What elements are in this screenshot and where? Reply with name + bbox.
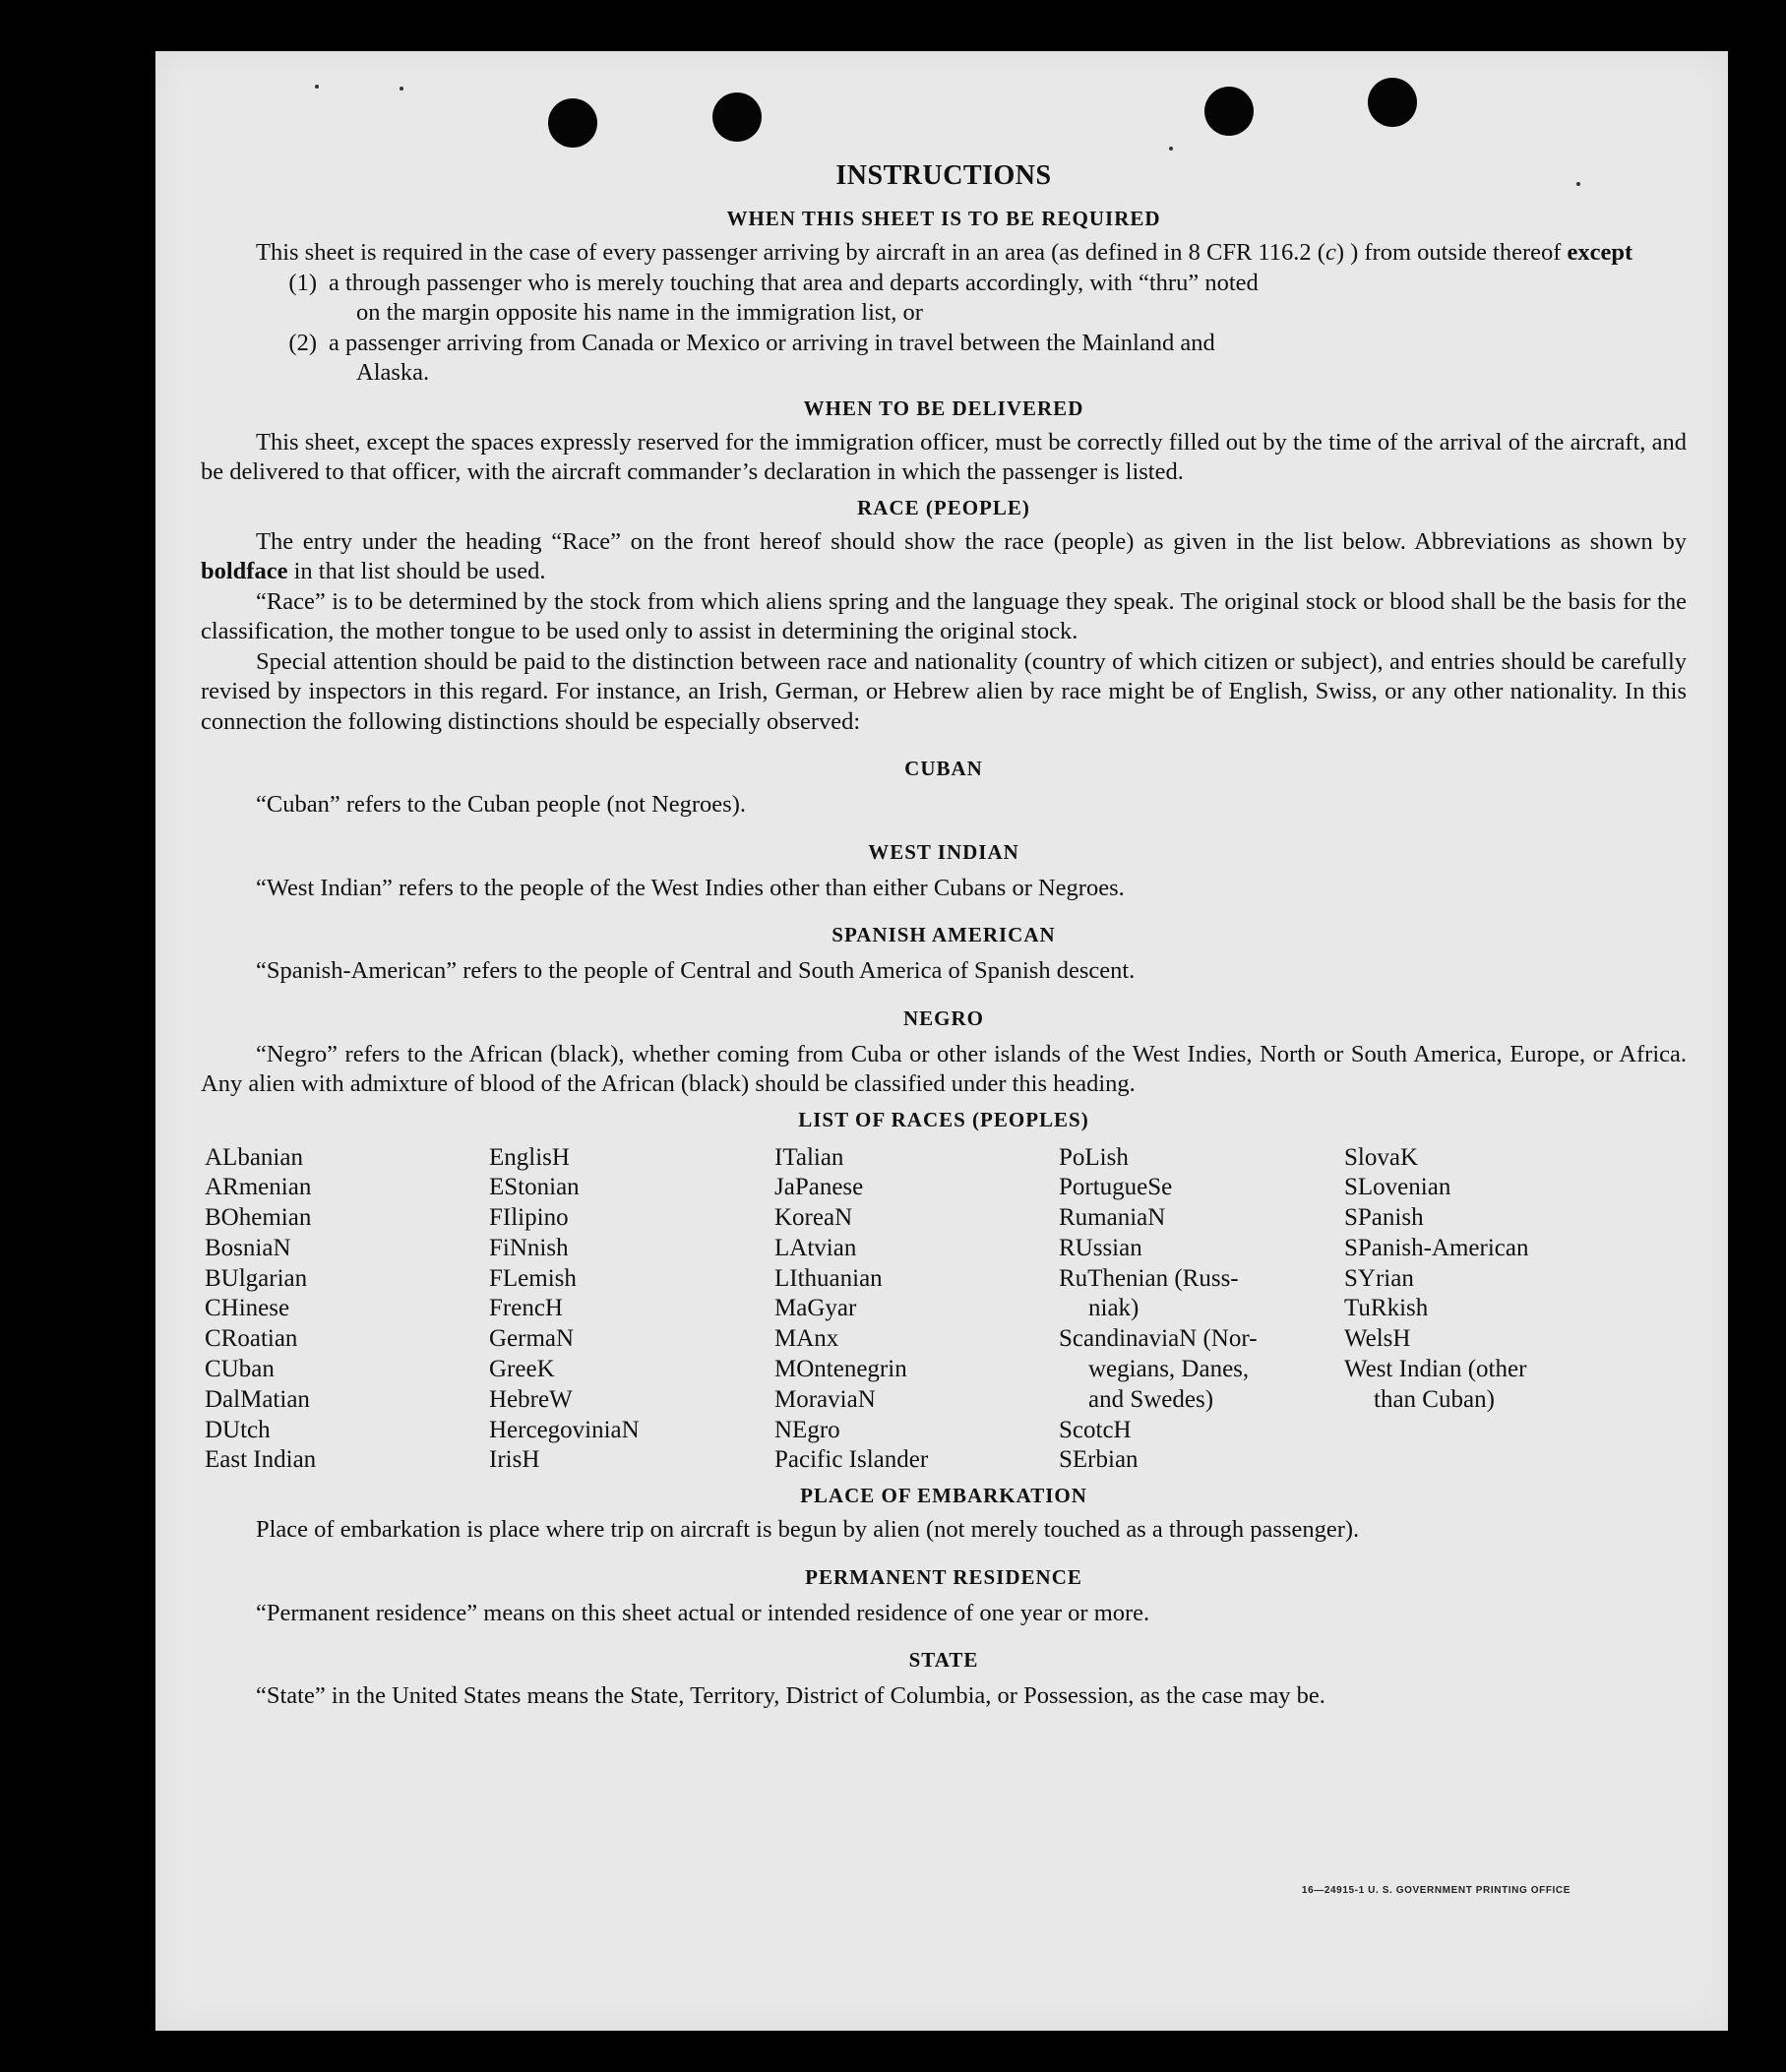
race-entry: BOhemian [205,1204,312,1232]
race-entry: FLemish [489,1264,577,1292]
race-entry: PoLish [1059,1143,1129,1171]
race-list-column-1 [205,1143,489,1477]
race-entry: SErbian [1059,1446,1139,1474]
section-heading-required: WHEN THIS SHEET IS TO BE REQUIRED [726,207,1161,230]
race-entry: CUban [205,1356,275,1383]
race-entry: BosniaN [205,1234,291,1261]
race-entry-continued: and Swedes) [1088,1385,1214,1413]
race-entry: MOntenegrin [774,1356,907,1383]
race-list-column-3 [774,1143,1059,1477]
race-entry-continued: niak) [1088,1295,1139,1322]
race-entry: Pacific Islander [774,1446,929,1474]
required-intro: This sheet is required in the case of every passenger arriving by aircraft in an area (as defined in 8 CFR 116.2 (c) ) from outside thereof except [256,239,1633,266]
race-list [205,1143,1687,1477]
race-entry: DalMatian [205,1385,310,1413]
exception-item-2: (2) a passenger arriving from Canada or Mexico or arriving in travel between the Mainland and Alaska. [288,329,1215,386]
race-entry: WelsH [1344,1325,1411,1353]
race-entry: HebreW [489,1385,573,1413]
dust-speck [315,85,319,89]
race-entry: EnglisH [489,1143,570,1171]
delivered-text: This sheet, except the spaces expressly reserved for the immigration officer, must be correctly filled out by the time of the arrival of the aircraft, and be delivered to that officer, with the aircraft commander’s declaration in which the passenger is listed. [201,428,1687,485]
race-entry: ALbanian [205,1143,303,1171]
race-entry: EStonian [489,1174,580,1201]
race-entry: West Indian (other [1344,1356,1527,1383]
race-entry: KoreaN [774,1204,853,1232]
race-paragraph-1: The entry under the heading “Race” on the front hereof should show the race (people) as given in the list below. Abbreviations as shown by boldface in that list should be used. [201,527,1687,584]
race-entry: RumaniaN [1059,1204,1166,1232]
punch-hole [712,92,762,142]
race-entry: JaPanese [774,1174,864,1201]
race-entry: MaGyar [774,1295,857,1322]
west-indian-text: “West Indian” refers to the people of the West Indies other than either Cubans or Negroes. [256,874,1125,901]
race-entry: CRoatian [205,1325,298,1353]
section-heading-spanish-american: SPANISH AMERICAN [831,923,1056,946]
race-entry: GermaN [489,1325,575,1353]
cuban-text: “Cuban” refers to the Cuban people (not Negroes). [256,791,746,818]
section-heading-embarkation: PLACE OF EMBARKATION [800,1484,1087,1508]
section-heading-state: STATE [908,1648,979,1673]
punch-hole [548,98,597,148]
race-entry: CHinese [205,1295,290,1322]
race-entry: FiNnish [489,1234,569,1261]
punch-hole [1368,78,1417,127]
race-entry: TuRkish [1344,1295,1429,1322]
race-entry: RuThenian (Russ- [1059,1264,1239,1292]
race-entry: FIlipino [489,1204,569,1232]
race-entry: MoraviaN [774,1385,876,1413]
negro-text: “Negro” refers to the African (black), whether coming from Cuba or other islands of the West Indies, North or South America, Europe, or Africa. Any alien with admixture of blood of the African (black) should be classified under this heading. [201,1040,1687,1097]
printing-office-imprint: 16—24915-1 U. S. GOVERNMENT PRINTING OFFICE [1301,1885,1570,1896]
race-entry: ARmenian [205,1174,312,1201]
instructions-body [201,159,1687,1712]
race-entry: ScotcH [1059,1416,1132,1443]
section-heading-race: RACE (PEOPLE) [857,495,1030,519]
residence-text: “Permanent residence” means on this sheet actual or intended residence of one year or more. [256,1599,1150,1626]
race-list-column-2 [489,1143,774,1477]
race-entry: GreeK [489,1356,555,1383]
embarkation-text: Place of embarkation is place where trip on aircraft is begun by alien (not merely touched as a through passenger). [256,1516,1360,1544]
race-entry: East Indian [205,1446,317,1474]
race-entry: NEgro [774,1416,840,1443]
document-page [155,51,1728,2031]
section-heading-residence: PERMANENT RESIDENCE [805,1564,1082,1589]
race-entry: DUtch [205,1416,271,1443]
race-entry: SlovaK [1344,1143,1418,1171]
race-entry: RUssian [1059,1234,1142,1261]
race-entry: LAtvian [774,1234,857,1261]
race-entry: FrencH [489,1295,563,1322]
race-entry: SYrian [1344,1264,1414,1292]
punch-hole [1204,87,1254,136]
race-entry: LIthuanian [774,1264,883,1292]
section-heading-west-indian: WEST INDIAN [868,839,1019,864]
race-entry-continued: wegians, Danes, [1088,1356,1250,1383]
race-paragraph-3: Special attention should be paid to the distinction between race and nationality (country of which citizen or subject), and entries should be carefully revised by inspectors in this regard. For instance, an Irish, German, or Hebrew alien by race might be of English, Swiss, or any other nationality. In this connection the following distinctions should be especially observed: [201,647,1687,735]
race-entry: SLovenian [1344,1174,1451,1201]
race-entry: IrisH [489,1446,540,1474]
race-entry: SPanish-American [1344,1234,1529,1261]
exception-item-1: (1) a through passenger who is merely touching that area and departs accordingly, with “thru” noted on the margin opposite his name in the immigration list, or [288,269,1259,326]
race-entry: MAnx [774,1325,839,1353]
section-heading-delivered: WHEN TO BE DELIVERED [803,396,1084,420]
race-entry: BUlgarian [205,1264,308,1292]
race-list-column-5 [1344,1143,1590,1477]
section-heading-race-list: LIST OF RACES (PEOPLES) [798,1107,1089,1131]
state-text: “State” in the United States means the State, Territory, District of Columbia, or Possession, as the case may be. [256,1682,1325,1710]
spanish-american-text: “Spanish-American” refers to the people of Central and South America of Spanish descent. [256,957,1136,984]
race-entry-continued: than Cuban) [1374,1385,1495,1413]
dust-speck [400,87,403,91]
race-paragraph-2: “Race” is to be determined by the stock from which aliens spring and the language they speak. The original stock or blood shall be the basis for the classification, the mother tongue to be used only to assist in determining the original stock. [201,587,1687,644]
race-entry: ITalian [774,1143,844,1171]
race-entry: ScandinaviaN (Nor- [1059,1325,1258,1353]
race-entry: SPanish [1344,1204,1424,1232]
page-title: INSTRUCTIONS [835,160,1052,191]
race-entry: PortugueSe [1059,1174,1173,1201]
race-list-column-4 [1059,1143,1344,1477]
dust-speck [1169,147,1173,151]
section-heading-negro: NEGRO [902,1006,984,1030]
section-heading-cuban: CUBAN [904,757,983,780]
race-entry: HercegoviniaN [489,1416,640,1443]
